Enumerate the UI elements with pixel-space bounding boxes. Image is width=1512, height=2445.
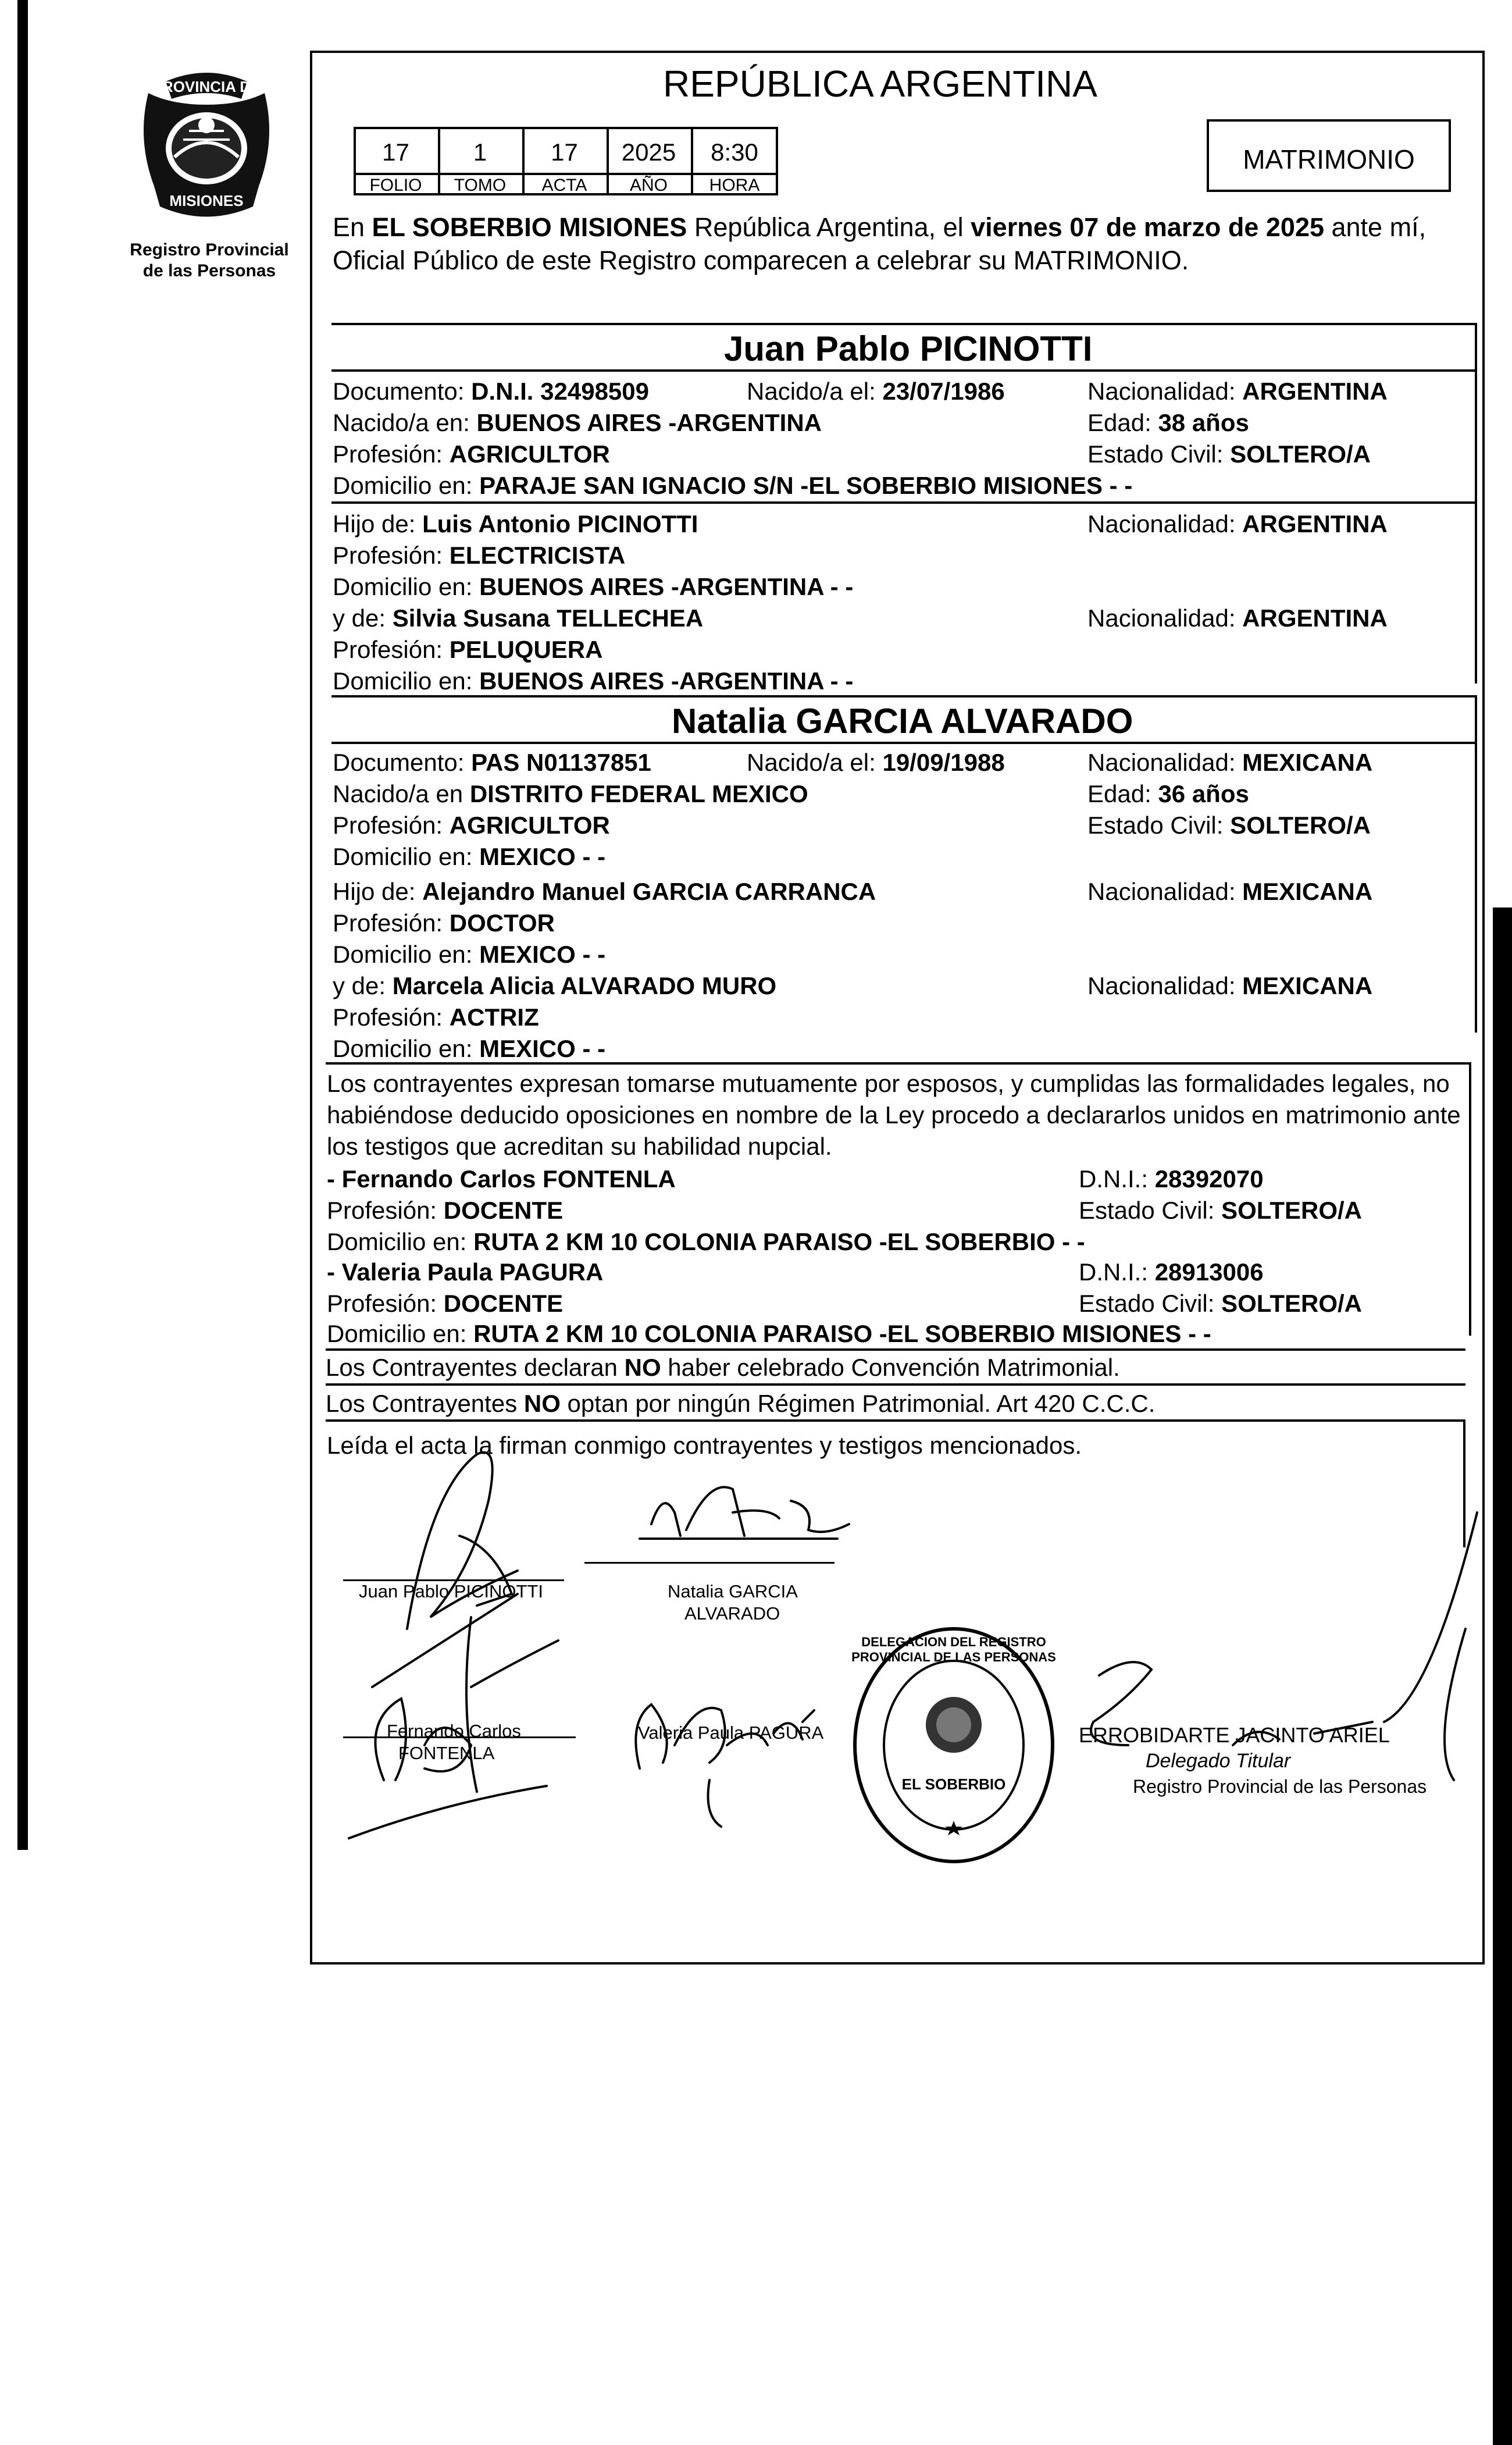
witness1-profession: Profesión: DOCENTE [327,1197,564,1224]
document-title: REPÚBLICA ARGENTINA [663,63,1097,105]
witness2-signature-name: Valeria Paula PAGURA [638,1722,824,1743]
groom-age: Edad: 38 años [1087,409,1249,436]
groom-mother-address: Domicilio en: BUENOS AIRES -ARGENTINA - - [333,667,854,695]
declaration-line-2: habiéndose deducido oposiciones en nombre de la Ley procedo a declararlos unidos en matrimonio ante [327,1101,1461,1129]
emblem-top-text: PROVINCIA DE [152,78,261,95]
emblem-bottom-text: MISIONES [169,192,244,209]
witness1-address: Domicilio en: RUTA 2 KM 10 COLONIA PARAISO -EL SOBERBIO - - [327,1228,1085,1255]
bride-document: Documento: PAS N01137851 [333,749,651,776]
hora-label: HORA [709,176,760,195]
scan-edge-right [1493,907,1512,2445]
registry-emblem [125,70,288,221]
bride-mother-profession: Profesión: ACTRIZ [333,1003,539,1031]
anio-label: AÑO [629,176,668,195]
tomo-label: TOMO [454,176,507,195]
groom-name: Juan Pablo PICINOTTI [724,329,1093,368]
registry-name [105,240,314,282]
scan-edge-left [17,0,28,1850]
witness1-dni: D.N.I.: 28392070 [1079,1165,1264,1193]
groom-mother-profession: Profesión: PELUQUERA [333,636,603,663]
official-org: Registro Provincial de las Personas [1133,1776,1427,1797]
bride-signature-name-2: ALVARADO [684,1603,780,1624]
folio-label: FOLIO [369,176,422,195]
witness2-profession: Profesión: DOCENTE [327,1290,564,1317]
anio-value: 2025 [621,138,676,166]
groom-civil-status: Estado Civil: SOLTERO/A [1087,440,1371,468]
registry-name-line2: de las Personas [142,261,276,280]
bride-mother: y de: Marcela Alicia ALVARADO MURO [333,972,777,999]
bride-profession: Profesión: AGRICULTOR [333,812,610,839]
seal-inner-text: EL SOBERBIO [901,1775,1006,1793]
bride-nationality: Nacionalidad: MEXICANA [1087,749,1373,776]
official-role: Delegado Titular [1146,1750,1291,1772]
regime-convention: Los Contrayentes declaran NO haber celebrado Convención Matrimonial. [326,1354,1120,1381]
regime-patrimonial: Los Contrayentes NO optan por ningún Régimen Patrimonial. Art 420 C.C.C. [326,1390,1156,1417]
seal-text: DELEGACION DEL REGISTRO PROVINCIAL DE LAS PERSONAS [851,1635,1056,1664]
bride-father-nationality: Nacionalidad: MEXICANA [1087,878,1373,905]
witness1-civil-status: Estado Civil: SOLTERO/A [1079,1197,1362,1224]
acta-value: 17 [551,138,578,166]
official-name: ERROBIDARTE JACINTO ARIEL [1079,1723,1390,1747]
groom-profession: Profesión: AGRICULTOR [333,440,610,468]
groom-father-nationality: Nacionalidad: ARGENTINA [1087,510,1388,538]
declaration-line-3: los testigos que acreditan su habilidad nupcial. [327,1133,832,1160]
witness1-name: - Fernando Carlos FONTENLA [327,1165,676,1193]
witness1-signature-name-1: Fernando Carlos [387,1721,521,1741]
bride-father-address: Domicilio en: MEXICO - - [333,941,606,968]
groom-father-profession: Profesión: ELECTRICISTA [333,542,626,569]
bride-signature [640,1487,849,1539]
bride-mother-address: Domicilio en: MEXICO - - [333,1035,606,1062]
signatures-intro: Leída el acta la firman conmigo contrayentes y testigos mencionados. [327,1432,1082,1459]
hora-value: 8:30 [711,138,758,166]
groom-document: Documento: D.N.I. 32498509 [333,378,649,405]
intro-line-2: Oficial Público de este Registro comparecen a celebrar su MATRIMONIO. [333,245,1189,275]
bride-birthdate: Nacido/a el: 19/09/1988 [747,749,1005,776]
intro-date: viernes 07 de marzo de 2025 [971,212,1324,242]
bride-name: Natalia GARCIA ALVARADO [672,702,1133,741]
record-type: MATRIMONIO [1243,144,1415,175]
groom-birthdate: Nacido/a el: 23/07/1986 [747,378,1005,405]
bride-age: Edad: 36 años [1087,780,1249,807]
groom-birthplace: Nacido/a en: BUENOS AIRES -ARGENTINA [333,409,822,436]
bride-civil-status: Estado Civil: SOLTERO/A [1087,812,1371,839]
intro-place: EL SOBERBIO MISIONES [372,212,687,242]
bride-mother-nationality: Nacionalidad: MEXICANA [1087,972,1373,999]
tomo-value: 1 [473,138,487,166]
groom-mother: y de: Silvia Susana TELLECHEA [333,604,704,632]
official-seal [849,1623,1058,1867]
record-ref-table [354,127,778,195]
bride-father: Hijo de: Alejandro Manuel GARCIA CARRANCA [333,878,876,905]
witness2-civil-status: Estado Civil: SOLTERO/A [1079,1290,1362,1317]
groom-nationality: Nacionalidad: ARGENTINA [1087,378,1388,405]
record-type-box [1207,119,1451,192]
witness2-name: - Valeria Paula PAGURA [327,1258,604,1286]
witness2-dni: D.N.I.: 28913006 [1079,1258,1264,1286]
acta-label: ACTA [541,176,587,195]
groom-father: Hijo de: Luis Antonio PICINOTTI [333,510,698,538]
declaration-line-1: Los contrayentes expresan tomarse mutuamente por esposos, y cumplidas las formalidades legales, no [327,1070,1450,1097]
witness2-address: Domicilio en: RUTA 2 KM 10 COLONIA PARAISO -EL SOBERBIO MISIONES - - [327,1320,1211,1347]
folio-value: 17 [382,138,409,166]
intro-line-1: En EL SOBERBIO MISIONES República Argentina, el viernes 07 de marzo de 2025 ante mí, [333,212,1427,242]
groom-signature [372,1453,518,1687]
groom-father-address: Domicilio en: BUENOS AIRES -ARGENTINA - - [333,573,854,600]
groom-address: Domicilio en: PARAJE SAN IGNACIO S/N -EL SOBERBIO MISIONES - - [333,472,1133,499]
bride-signature-name-1: Natalia GARCIA [668,1581,798,1601]
bride-father-profession: Profesión: DOCTOR [333,909,555,937]
groom-mother-nationality: Nacionalidad: ARGENTINA [1087,604,1388,632]
witness1-signature-name-2: FONTENLA [398,1743,495,1763]
registry-name-line1: Registro Provincial [130,240,289,259]
groom-signature-name: Juan Pablo PICINOTTI [359,1581,544,1601]
bride-signature-line [584,1562,835,1564]
bride-birthplace: Nacido/a en DISTRITO FEDERAL MEXICO [333,780,808,807]
bride-address: Domicilio en: MEXICO - - [333,843,606,870]
